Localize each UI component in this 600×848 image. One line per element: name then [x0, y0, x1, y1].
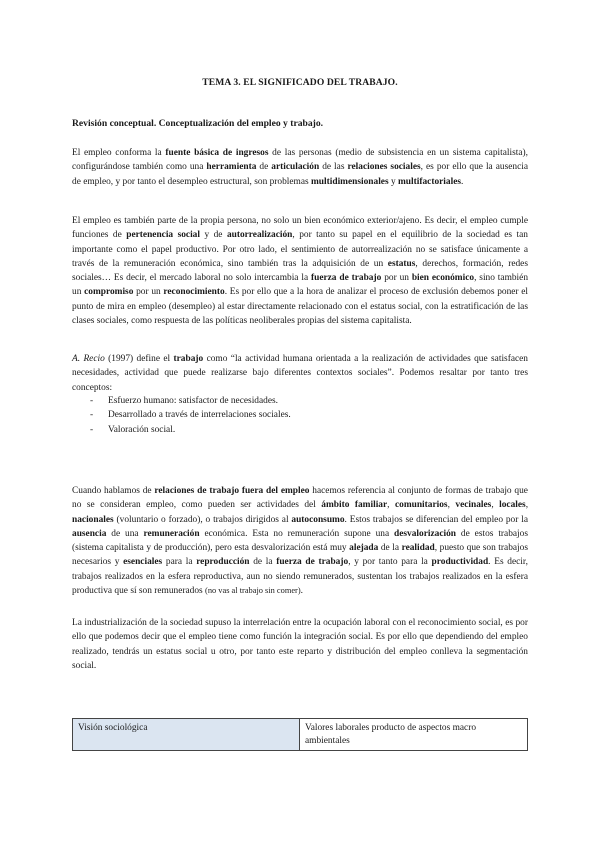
concept-table [72, 718, 528, 751]
list-item: - Desarrollado a través de interrelaciones sociales. [90, 408, 291, 422]
list-item: - Esfuerzo humano: satisfactor de necesidades. [90, 394, 291, 408]
table-cell-right: Valores laborales producto de aspectos macro ambientales [300, 719, 528, 751]
paragraph-recio-definition: A. Recio (1997) define el trabajo como “la actividad humana orientada a la realización de actividades que satisfacen necesidades, actividad que puede realizarse bajo diferentes contextos sociales”. Podemos resaltar por tanto tres conceptos: [72, 354, 528, 393]
section-heading: Revisión conceptual. Conceptualización del empleo y trabajo. [72, 118, 324, 129]
table-cell-left: Visión sociológica [73, 719, 300, 751]
paragraph-work-outside-employment: Cuando hablamos de relaciones de trabajo fuera del empleo hacemos referencia al conjunto de formas de trabajo que no se consideran empleo, como pueden ser actividades del ámbito familiar, comunitarios, vecinales, locales, nacionales (voluntario o forzado), o trabajos dirigidos al autoconsumo. Estos trabajos se diferencian del empleo por la ausencia de una remuneración económica. Esta no remuneración supone una desvalorización de estos trabajos (sistema capitalista y de producción), pero esta desvalorización está muy alejada de la realidad, puesto que son trabajos necesarios y esenciales para la reproducción de la fuerza de trabajo, y por tanto para la productividad. Es decir, trabajos realizados en la esfera reproductiva, aun no siendo remunerados, sustentan los trabajos realizados en la esfera productiva que sí son remunerados (no vas al trabajo sin comer). [72, 486, 529, 597]
table-row [73, 719, 528, 751]
concepts-list [90, 394, 291, 437]
paragraph-employment-identity: El empleo es también parte de la propia persona, no solo un bien económico exterior/ajeno. Es decir, el empleo cumple funciones de pertenencia social y de autorrealización, por tanto su papel en el equilibrio de la sociedad es tan importante como el papel productivo. Por otro lado, el sentimiento de autorrealización no se satisface únicamente a través de la remuneración económica, sino también tras la adquisición de un estatus, derechos, formación, redes sociales… Es decir, el mercado laboral no solo intercambia la fuerza de trabajo por un bien económico, sino también un compromiso por un reconocimiento. Es por ello que a la hora de analizar el proceso de exclusión debemos poner el punto de mira en empleo (desempleo) al estar directamente relacionado con el estatus social, con la estratificación de las clases sociales, como respuesta de las políticas neoliberales propias del sistema capitalista. [72, 216, 529, 327]
paragraph-industrialization: La industrialización de la sociedad supuso la interrelación entre la ocupación laboral con el reconocimiento social, es por ello que podemos decir que el empleo tiene como función la integración social. Es por ello que dependiendo del empleo realizado, tendrás un estatus social u otro, por tanto este reparto y distribución del empleo conlleva la segmentación social. [72, 618, 528, 671]
paragraph-employment-income: El empleo conforma la fuente básica de ingresos de las personas (medio de subsistencia en un sistema capitalista), configurándose también como una herramienta de articulación de las relaciones sociales, es por ello que la ausencia de empleo, y por tanto el desempleo estructural, son problemas multidimensionales y multifactoriales. [72, 148, 528, 187]
list-item: - Valoración social. [90, 423, 291, 437]
page-title: TEMA 3. EL SIGNIFICADO DEL TRABAJO. [202, 77, 398, 88]
